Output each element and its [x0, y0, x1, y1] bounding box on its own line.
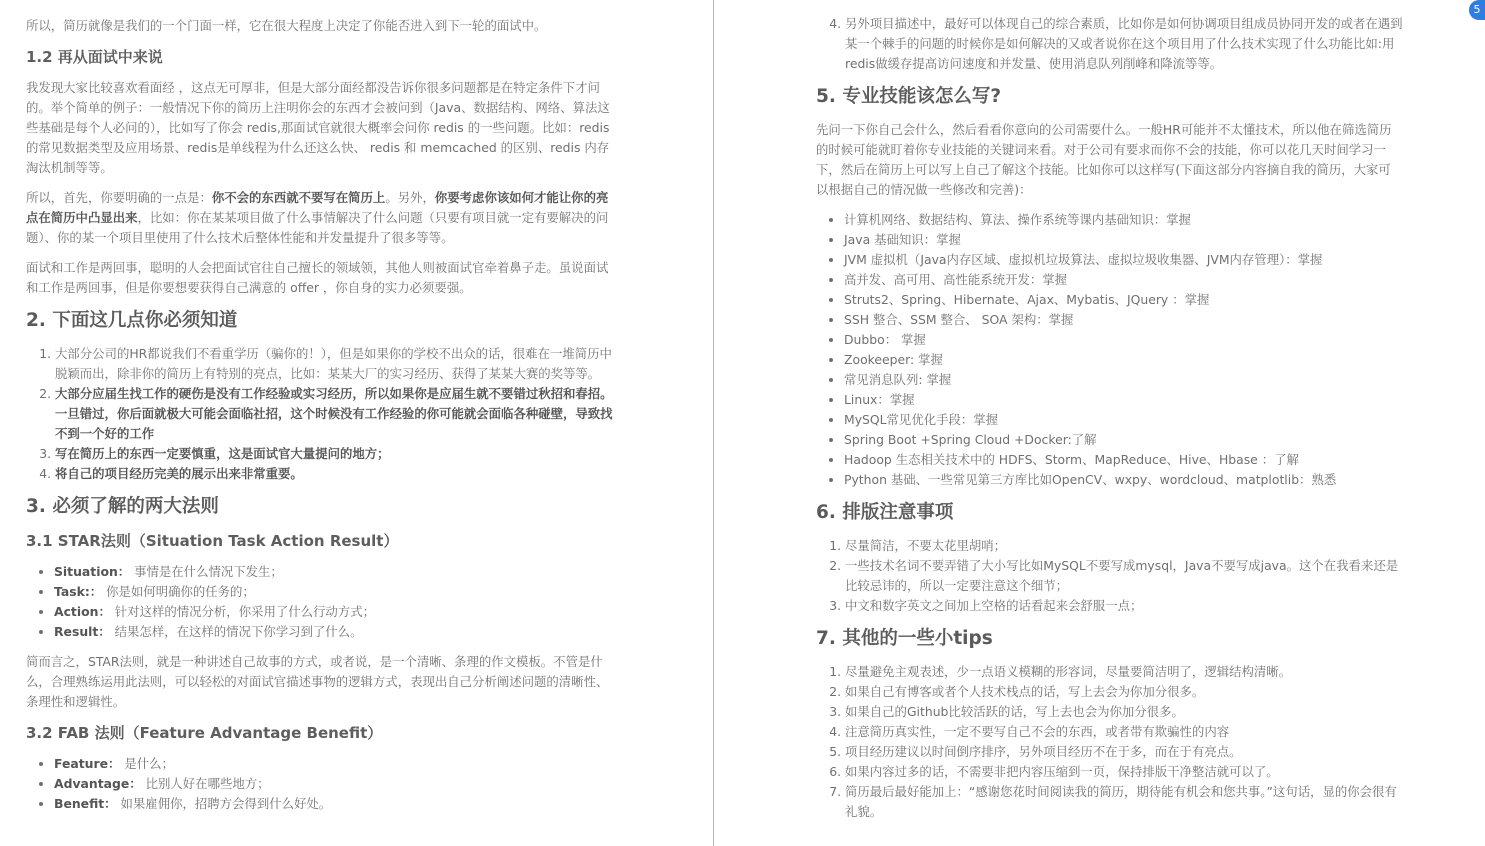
heading-2: 2. 下面这几点你必须知道	[26, 310, 238, 331]
list-item: • 计算机网络、数据结构、算法、操作系统等课内基础知识：掌握	[844, 210, 1403, 230]
list-tips	[816, 662, 1403, 822]
list-layout	[816, 536, 1403, 616]
list-item: • Struts2、Spring、Hibernate、Ajax、Mybatis、JQuery ：掌握	[844, 290, 1403, 310]
right-page	[714, 0, 1485, 846]
list-item: 1. 大部分公司的HR都说我们不看重学历（骗你的！），但是如果你的学校不出众的话，很难在一堆简历中脱颖而出，除非你的简历上有特别的亮点，比如：某某大厂的实习经历、获得了某某大赛的奖等等。	[55, 344, 613, 384]
list-item: • Spring Boot +Spring Cloud +Docker:了解	[844, 430, 1403, 450]
list-item: 5. 项目经历建议以时间倒序排序，另外项目经历不在于多，而在于有亮点。	[845, 742, 1403, 762]
list-item: 2. 大部分应届生找工作的硬伤是没有工作经验或实习经历，所以如果你是应届生就不要错过秋招和春招。一旦错过，你后面就极大可能会面临社招，这个时候没有工作经验的你可能就会面临各种碰壁，导致找不到一个好的工作	[55, 384, 613, 444]
list-star	[26, 562, 613, 642]
list-item: • Result： 结果怎样，在这样的情况下你学习到了什么。	[54, 622, 613, 642]
list-item: 3. 写在简历上的东西一定要慎重，这是面试官大量提问的地方；	[55, 444, 613, 464]
list-item: 2. 如果自己有博客或者个人技术栈点的话，写上去会为你加分很多。	[845, 682, 1403, 702]
list-item: • Linux：掌握	[844, 390, 1403, 410]
paragraph: 简而言之，STAR法则，就是一种讲述自己故事的方式，或者说，是一个清晰、条理的作文模板。不管是什么，合理熟练运用此法则，可以轻松的对面试官描述事物的逻辑方式，表现出自己分析阐述问题的清晰性、条理性和逻辑性。	[26, 654, 609, 709]
heading-3: 3. 必须了解的两大法则	[26, 496, 219, 517]
list-item: • JVM 虚拟机（Java内存区域、虚拟机垃圾算法、虚拟垃圾收集器、JVM内存管理）：掌握	[844, 250, 1403, 270]
list-item: 4. 另外项目描述中，最好可以体现自己的综合素质，比如你是如何协调项目组成员协同开发的或者在遇到某一个棘手的问题的时候你是如何解决的又或者说你在这个项目用了什么技术实现了什么功能比如:用redis做缓存提高访问速度和并发量、使用消息队列削峰和降流等等。	[845, 14, 1403, 74]
list-item: • Action： 针对这样的情况分析，你采用了什么行动方式；	[54, 602, 613, 622]
paragraph: 我发现大家比较喜欢看面经 ，这点无可厚非，但是大部分面经都没告诉你很多问题都是在特定条件下才问的。举个简单的例子：一般情况下你的简历上注明你会的东西才会被问到（Java、数据结构、网络、算法这些基础是每个人必问的），比如写了你会 redis,那面试官就很大概率会问你 redis 的一些问题。比如：redis的常见数据类型及应用场景、redis是单线程为什么还这么快、 redis 和 memcached 的区别、redis 内存淘汰机制等等。	[26, 80, 610, 175]
list-item: 1. 尽量简洁，不要太花里胡哨；	[845, 536, 1403, 556]
list-item: • SSH 整合、SSM 整合、 SOA 架构：掌握	[844, 310, 1403, 330]
list-item: • Feature： 是什么；	[54, 754, 613, 774]
paragraph: 先问一下你自己会什么，然后看看你意向的公司需要什么。一般HR可能并不太懂技术，所以他在筛选简历的时候可能就盯着你专业技能的关键词来看。对于公司有要求而你不会的技能，你可以花几天时间学习一下，然后在简历上可以写上自己了解这个技能。比如你可以这样写(下面这部分内容摘自我的简历，大家可以根据自己的情况做一些修改和完善)：	[816, 122, 1392, 197]
list-item: • 常见消息队列: 掌握	[844, 370, 1403, 390]
bold-text: 你要考虑你该如何才能让你的亮点在简历中凸显出来	[26, 190, 609, 225]
list-know	[26, 344, 613, 484]
list-item: 3. 如果自己的Github比较活跃的话，写上去也会为你加分很多。	[845, 702, 1403, 722]
list-item: 4. 将自己的项目经历完美的展示出来非常重要。	[55, 464, 613, 484]
bold-text: 你不会的东西就不要写在简历上	[211, 190, 386, 205]
paragraph: 所以，简历就像是我们的一个门面一样，它在很大程度上决定了你能否进入到下一轮的面试中。	[26, 18, 547, 33]
list-item: • MySQL常见优化手段：掌握	[844, 410, 1403, 430]
list-item: • Zookeeper: 掌握	[844, 350, 1403, 370]
list-item: 4. 注意简历真实性，一定不要写自己不会的东西，或者带有欺骗性的内容	[845, 722, 1403, 742]
list-item: • Dubbo： 掌握	[844, 330, 1403, 350]
list-item: • Hadoop 生态相关技术中的 HDFS、Storm、MapReduce、Hive、Hbase ：了解	[844, 450, 1403, 470]
left-page	[0, 0, 713, 846]
list-item: • Java 基础知识：掌握	[844, 230, 1403, 250]
list-item: • Situation： 事情是在什么情况下发生；	[54, 562, 613, 582]
paragraph: 面试和工作是两回事，聪明的人会把面试官往自己擅长的领域领，其他人则被面试官牵着鼻子走。虽说面试和工作是两回事，但是你要想要获得自己满意的 offer ，你自身的实力必须要强。	[26, 260, 609, 295]
list-item: 2. 一些技术名词不要弄错了大小写比如MySQL不要写成mysql，Java不要写成java。这个在我看来还是比较忌讳的，所以一定要注意这个细节；	[845, 556, 1403, 596]
list-item: • Task:： 你是如何明确你的任务的；	[54, 582, 613, 602]
list-item: • 高并发、高可用、高性能系统开发：掌握	[844, 270, 1403, 290]
list-item: • Advantage： 比别人好在哪些地方；	[54, 774, 613, 794]
list-fab	[26, 754, 613, 814]
list-item: 3. 中文和数字英文之间加上空格的话看起来会舒服一点；	[845, 596, 1403, 616]
heading-3-1: 3.1 STAR法则（Situation Task Action Result）	[26, 532, 399, 550]
list-skills	[816, 210, 1403, 490]
list-item: 6. 如果内容过多的话，不需要非把内容压缩到一页，保持排版干净整洁就可以了。	[845, 762, 1403, 782]
heading-1-2: 1.2 再从面试中来说	[26, 48, 163, 66]
page-badge[interactable]: 5	[1469, 0, 1485, 20]
list-item: • Python 基础、一些常见第三方库比如OpenCV、wxpy、wordcloud、matplotlib：熟悉	[844, 470, 1403, 490]
heading-5: 5. 专业技能该怎么写?	[816, 86, 1002, 107]
paragraph: 所以，首先，你要明确的一点是：你不会的东西就不要写在简历上。另外，你要考虑你该如何才能让你的亮点在简历中凸显出来，比如：你在某某项目做了什么事情解决了什么问题（只要有项目就一定有要解决的问题）、你的某一个项目里使用了什么技术后整体性能和并发量提升了很多等等。	[26, 190, 609, 245]
heading-6: 6. 排版注意事项	[816, 502, 954, 523]
heading-3-2: 3.2 FAB 法则（Feature Advantage Benefit）	[26, 724, 383, 742]
heading-7: 7. 其他的一些小tips	[816, 628, 993, 649]
list-project	[816, 14, 1403, 74]
list-item: • Benefit： 如果雇佣你，招聘方会得到什么好处。	[54, 794, 613, 814]
list-item: 1. 尽量避免主观表述，少一点语义模糊的形容词，尽量要简洁明了，逻辑结构清晰。	[845, 662, 1403, 682]
list-item: 7. 简历最后最好能加上：“感谢您花时间阅读我的简历，期待能有机会和您共事。”这句话，显的你会很有礼貌。	[845, 782, 1403, 822]
